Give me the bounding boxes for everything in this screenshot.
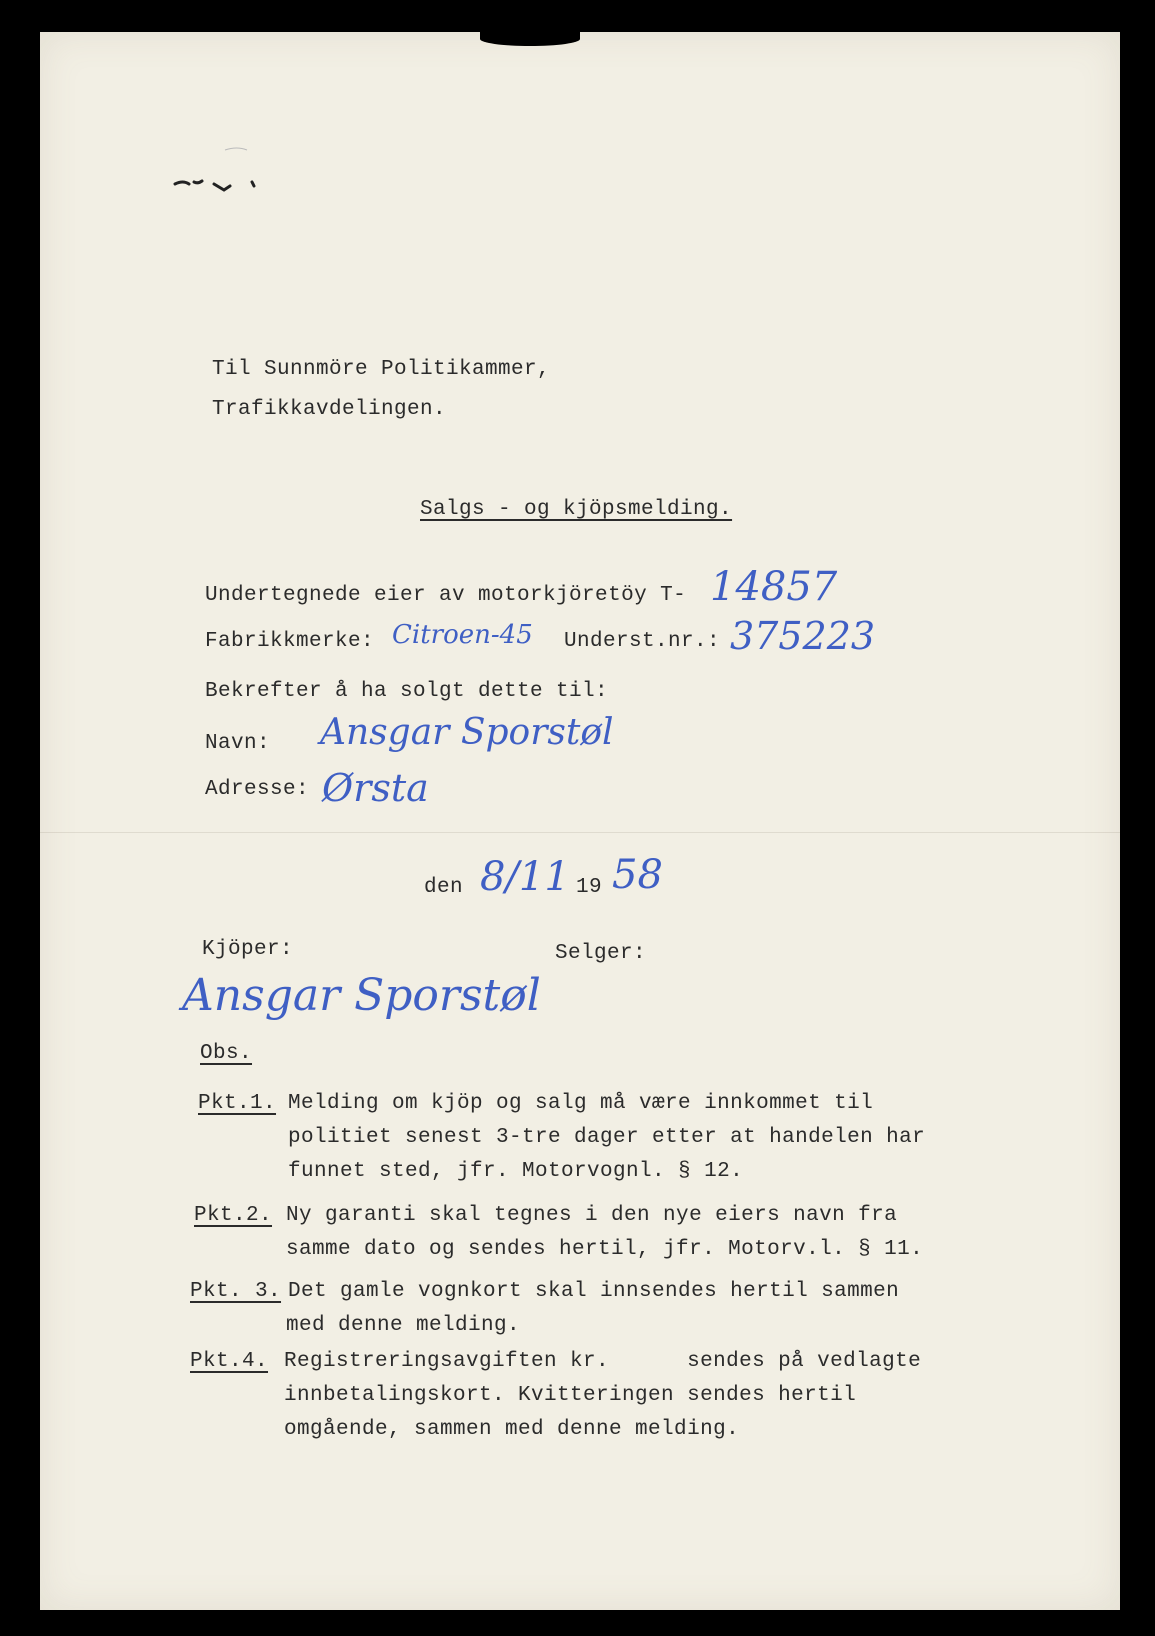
year-handwritten: 58: [612, 852, 663, 898]
note-1-line-3: funnet sted, jfr. Motorvognl. § 12.: [288, 1160, 744, 1183]
note-2-line-1: Ny garanti skal tegnes i den nye eiers navn fra: [286, 1204, 898, 1227]
owner-label: Undertegnede eier av motorkjöretöy T-: [205, 584, 687, 607]
note-2-line-2: samme dato og sendes hertil, jfr. Motorv.l. § 11.: [286, 1238, 924, 1261]
recipient-line-1: Til Sunnmöre Politikammer,: [212, 358, 551, 381]
note-4-line-2: innbetalingskort. Kvitteringen sendes hertil: [284, 1384, 857, 1407]
note-1-label: Pkt.1.: [198, 1092, 277, 1115]
make-label: Fabrikkmerke:: [205, 630, 375, 653]
seller-label: Selger:: [555, 942, 647, 965]
note-4-label: Pkt.4.: [190, 1350, 269, 1373]
note-4-line-3: omgående, sammen med denne melding.: [284, 1418, 740, 1441]
name-handwritten: Ansgar Sporstøl: [320, 712, 614, 753]
date-handwritten: 8/11: [480, 854, 570, 900]
make-handwritten: Citroen-45: [392, 620, 533, 650]
note-3-line-2: med denne melding.: [286, 1314, 521, 1337]
buyer-label: Kjöper:: [202, 938, 294, 961]
year-prefix: 19: [576, 876, 603, 899]
name-label: Navn:: [205, 732, 271, 755]
ink-smudge-marks: [170, 142, 290, 202]
note-1-line-2: politiet senest 3-tre dager etter at handelen har: [288, 1126, 926, 1149]
document-page: [40, 32, 1120, 1610]
paper-notch: [480, 32, 580, 46]
recipient-line-2: Trafikkavdelingen.: [212, 398, 447, 421]
note-4-line-1: Registreringsavgiften kr. sendes på vedlagte: [284, 1350, 922, 1373]
note-1-line-1: Melding om kjöp og salg må være innkommet til: [288, 1092, 874, 1115]
chassis-label: Underst.nr.:: [564, 630, 721, 653]
confirm-label: Bekrefter å ha solgt dette til:: [205, 680, 609, 703]
document-title: Salgs - og kjöpsmelding.: [420, 498, 733, 521]
paper-fold: [40, 832, 1120, 833]
chassis-handwritten: 375223: [730, 614, 876, 658]
date-prefix: den: [424, 876, 464, 899]
address-handwritten: Ørsta: [322, 766, 429, 810]
reg-number-handwritten: 14857: [710, 564, 838, 610]
address-label: Adresse:: [205, 778, 310, 801]
note-2-label: Pkt.2.: [194, 1204, 273, 1227]
buyer-signature: Ansgar Sporstøl: [182, 970, 541, 1021]
notes-heading: Obs.: [200, 1042, 253, 1065]
note-3-line-1: Det gamle vognkort skal innsendes hertil sammen: [288, 1280, 900, 1303]
note-3-label: Pkt. 3.: [190, 1280, 282, 1303]
